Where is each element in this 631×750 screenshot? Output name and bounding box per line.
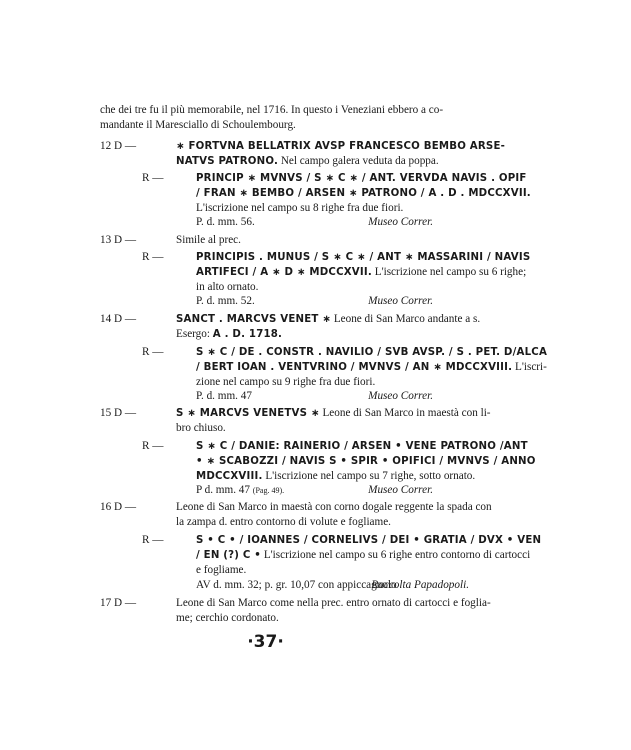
legend-text: S ∗ MARCVS VENETVS ∗ <box>176 408 320 419</box>
legend-text: S • C • / IOANNES / CORNELIVS / DEI • GRATIA / DVX • VEN <box>196 535 542 546</box>
legend-text: S ∗ C / DANIE: RAINERIO / ARSEN • VENE PATRONO /ANT <box>196 441 528 452</box>
description-text: Leone di San Marco in maestà con li- <box>319 407 491 419</box>
reverse-label: R — <box>142 440 164 452</box>
description-text: Leone di San Marco andante a s. <box>331 313 481 325</box>
description-text: me; cerchio cordonato. <box>176 612 279 624</box>
legend-text: / FRAN ∗ BEMBO / ARSEN ∗ PATRONO / A . D . MDCCXVII. <box>196 188 531 199</box>
page-reference: (Pag. 49). <box>252 486 285 495</box>
measure-text: AV d. mm. 32; p. gr. 10,07 con appiccagnolo <box>196 579 397 591</box>
legend-text: / BERT IOAN . VENTVRINO / MVNVS / AN ∗ MDCCXVIII. <box>196 362 513 373</box>
legend-text: ∗ FORTVNA BELLATRIX AVSP FRANCESCO BEMBO ARSE- <box>176 141 506 152</box>
reverse-label: R — <box>142 534 164 546</box>
legend-text: SANCT . MARCVS VENET ∗ <box>176 314 332 325</box>
museum-text: Raccolta Papadopoli. <box>371 579 469 591</box>
legend-text: ARTIFECI / A ∗ D ∗ MDCCXVII. <box>196 267 372 278</box>
description-text: Leone di San Marco in maestà con corno dogale reggente la spada con <box>176 501 492 513</box>
intro-line: che dei tre fu il più memorabile, nel 1716. In questo i Veneziani ebbero a co- <box>100 104 444 116</box>
description-text: Leone di San Marco come nella prec. entro ornato di cartocci e foglia- <box>176 597 491 609</box>
entry-label: 16 D — <box>100 501 137 513</box>
museum-text: Museo Correr. <box>368 484 433 496</box>
legend-text: PRINCIP ∗ MVNVS / S ∗ C ∗ / ANT. VERVDA NAVIS . OPIF <box>196 173 527 184</box>
page-number: ·37· <box>247 632 284 652</box>
measure-text: P. d. mm. 52. <box>196 295 255 307</box>
museum-text: Museo Correr. <box>368 216 433 228</box>
description-text: in alto ornato. <box>196 281 259 293</box>
legend-text: PRINCIPIS . MUNUS / S ∗ C ∗ / ANT ∗ MASSARINI / NAVIS <box>196 252 531 263</box>
legend-text: S ∗ C / DE . CONSTR . NAVILIO / SVB AVSP. / S . PET. D/ALCA <box>196 347 548 358</box>
reverse-label: R — <box>142 172 164 184</box>
description-text: L'iscrizione nel campo su 6 righe entro contorno di cartocci <box>261 549 531 561</box>
reverse-label: R — <box>142 251 164 263</box>
description-text: L'iscrizione nel campo su 6 righe; <box>371 266 527 278</box>
description-text: L'iscrizione nel campo su 7 righe, sotto ornato. <box>262 470 476 482</box>
description-text: Esergo: <box>176 328 213 340</box>
museum-text: Museo Correr. <box>368 390 433 402</box>
entry-label: 13 D — <box>100 234 137 246</box>
description-text: e fogliame. <box>196 564 247 576</box>
legend-text: MDCCXVIII. <box>196 471 263 482</box>
entry-label: 15 D — <box>100 407 137 419</box>
measure-text: P. d. mm. 56. <box>196 216 255 228</box>
description-text: zione nel campo su 9 righe fra due fiori. <box>196 376 376 388</box>
description-text: bro chiuso. <box>176 422 226 434</box>
entry-label: 12 D — <box>100 140 137 152</box>
legend-text: / EN (?) C • <box>196 550 262 561</box>
description-text: la zampa d. entro contorno di volute e fogliame. <box>176 516 391 528</box>
entry-label: 17 D — <box>100 597 137 609</box>
measure-text: P. d. mm. 47 <box>196 390 252 402</box>
legend-text: • ∗ SCABOZZI / NAVIS S • SPIR • OPIFICI / MVNVS / ANNO <box>196 456 536 467</box>
legend-text: A . D. 1718. <box>212 329 283 340</box>
description-text: Nel campo galera veduta da poppa. <box>278 155 439 167</box>
intro-line: mandante il Maresciallo di Schoulembourg. <box>100 119 296 131</box>
description-text: Simile al prec. <box>176 234 241 246</box>
description-text: L'iscri- <box>512 361 547 373</box>
reverse-label: R — <box>142 346 164 358</box>
museum-text: Museo Correr. <box>368 295 433 307</box>
legend-text: NATVS PATRONO. <box>176 156 279 167</box>
entry-label: 14 D — <box>100 313 137 325</box>
description-text: L'iscrizione nel campo su 8 righe fra due fiori. <box>196 202 404 214</box>
measure-text: P d. mm. 47 <box>196 484 250 496</box>
